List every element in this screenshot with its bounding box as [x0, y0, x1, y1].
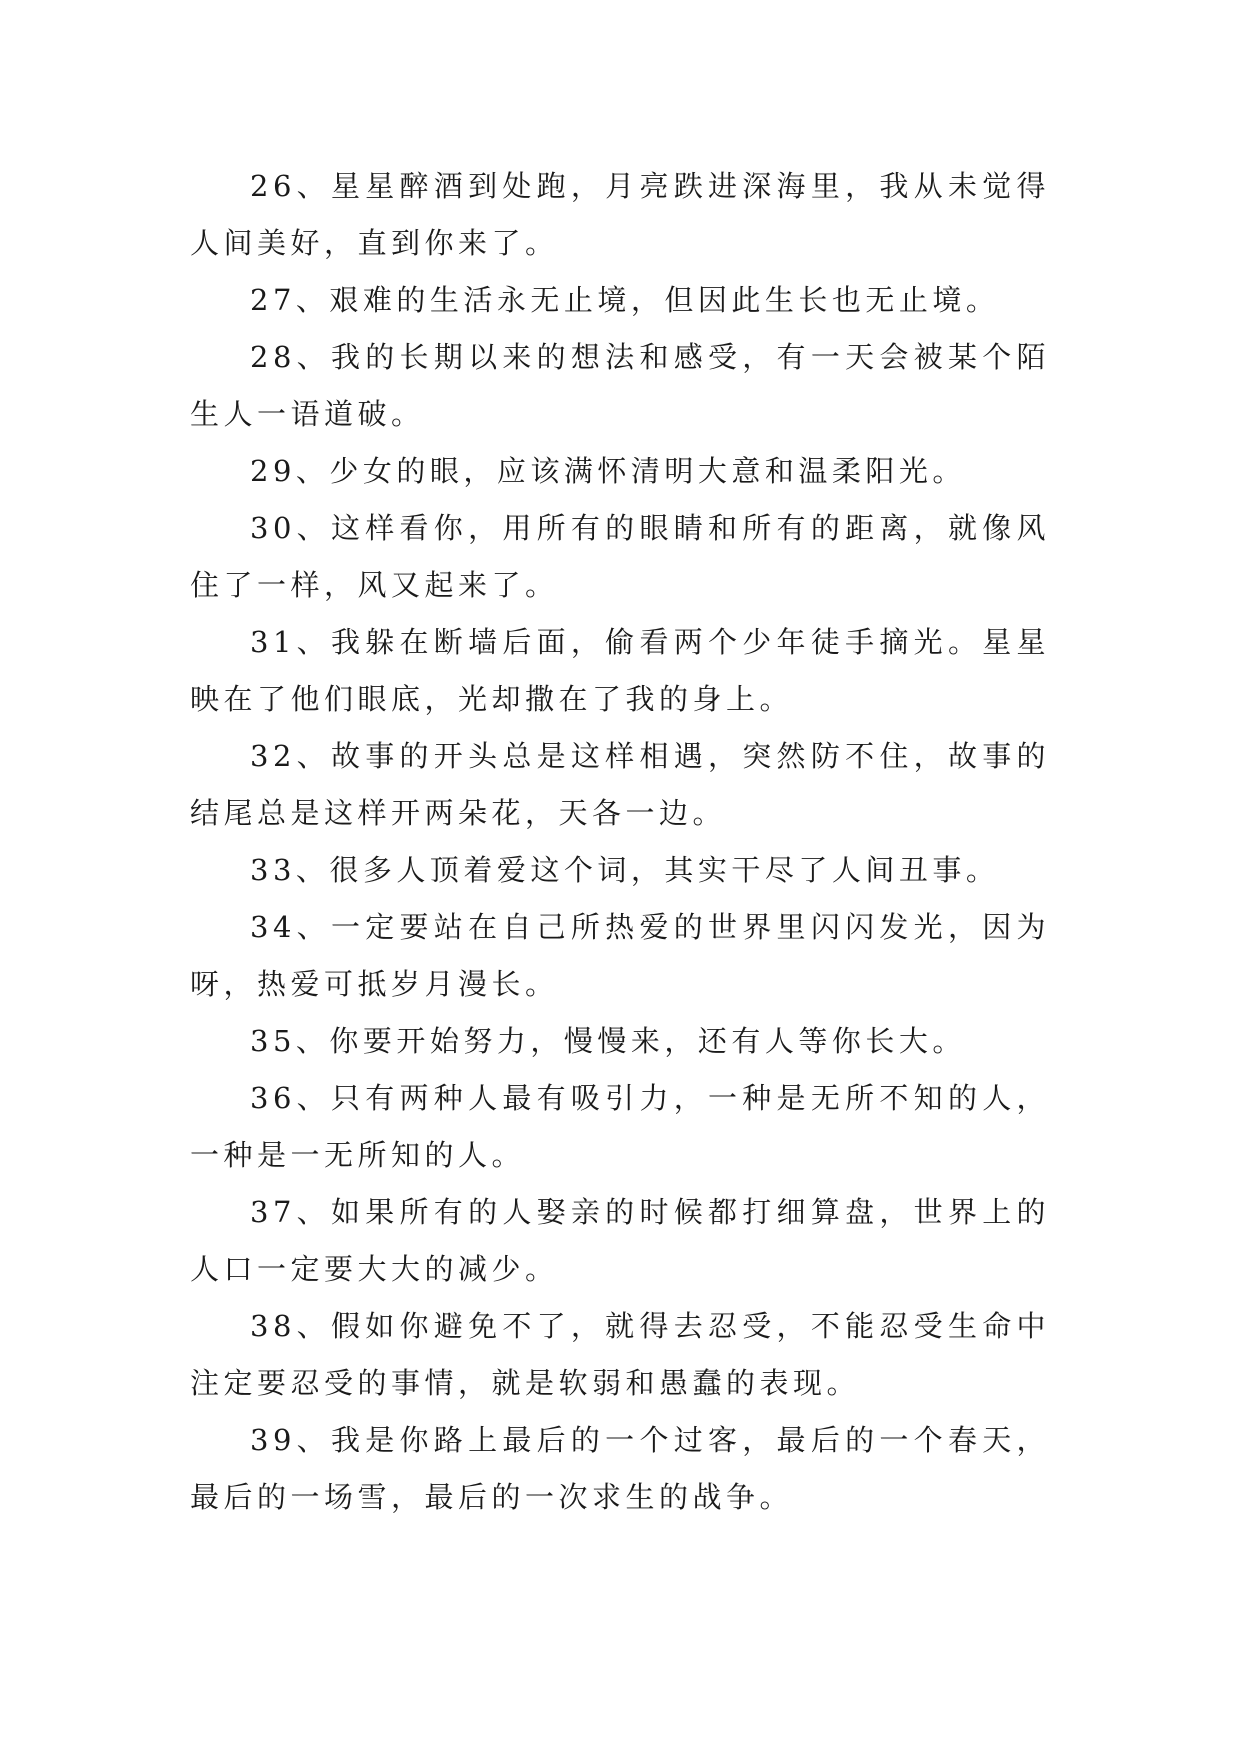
paragraph-33: 33、很多人顶着爱这个词，其实干尽了人间丑事。 [250, 853, 1000, 887]
paragraph-28: 28、我的长期以来的想法和感受，有一天会被某个陌生人一语道破。 [190, 340, 1050, 431]
paragraph-38: 38、假如你避免不了，就得去忍受，不能忍受生命中注定要忍受的事情，就是软弱和愚蠢的表现。 [190, 1309, 1050, 1400]
paragraph-36: 36、只有两种人最有吸引力，一种是无所不知的人，一种是一无所知的人。 [190, 1081, 1050, 1172]
paragraph-32: 32、故事的开头总是这样相遇，突然防不住，故事的结尾总是这样开两朵花，天各一边。 [190, 739, 1050, 830]
paragraph-37: 37、如果所有的人娶亲的时候都打细算盘，世界上的人口一定要大大的减少。 [190, 1195, 1050, 1286]
paragraph-34: 34、一定要站在自己所热爱的世界里闪闪发光，因为呀，热爱可抵岁月漫长。 [190, 910, 1050, 1001]
paragraph-35: 35、你要开始努力，慢慢来，还有人等你长大。 [250, 1024, 966, 1058]
paragraph-29: 29、少女的眼，应该满怀清明大意和温柔阳光。 [250, 454, 966, 488]
paragraph-27: 27、艰难的生活永无止境，但因此生长也无止境。 [250, 283, 1000, 317]
document-body [190, 158, 1050, 1526]
paragraph-39: 39、我是你路上最后的一个过客，最后的一个春天，最后的一场雪，最后的一次求生的战争。 [190, 1423, 1050, 1514]
paragraph-26: 26、星星醉酒到处跑，月亮跌进深海里，我从未觉得人间美好，直到你来了。 [190, 169, 1050, 260]
paragraph-30: 30、这样看你，用所有的眼睛和所有的距离，就像风住了一样，风又起来了。 [190, 511, 1050, 602]
paragraph-31: 31、我躲在断墙后面，偷看两个少年徒手摘光。星星映在了他们眼底，光却撒在了我的身上。 [190, 625, 1050, 716]
